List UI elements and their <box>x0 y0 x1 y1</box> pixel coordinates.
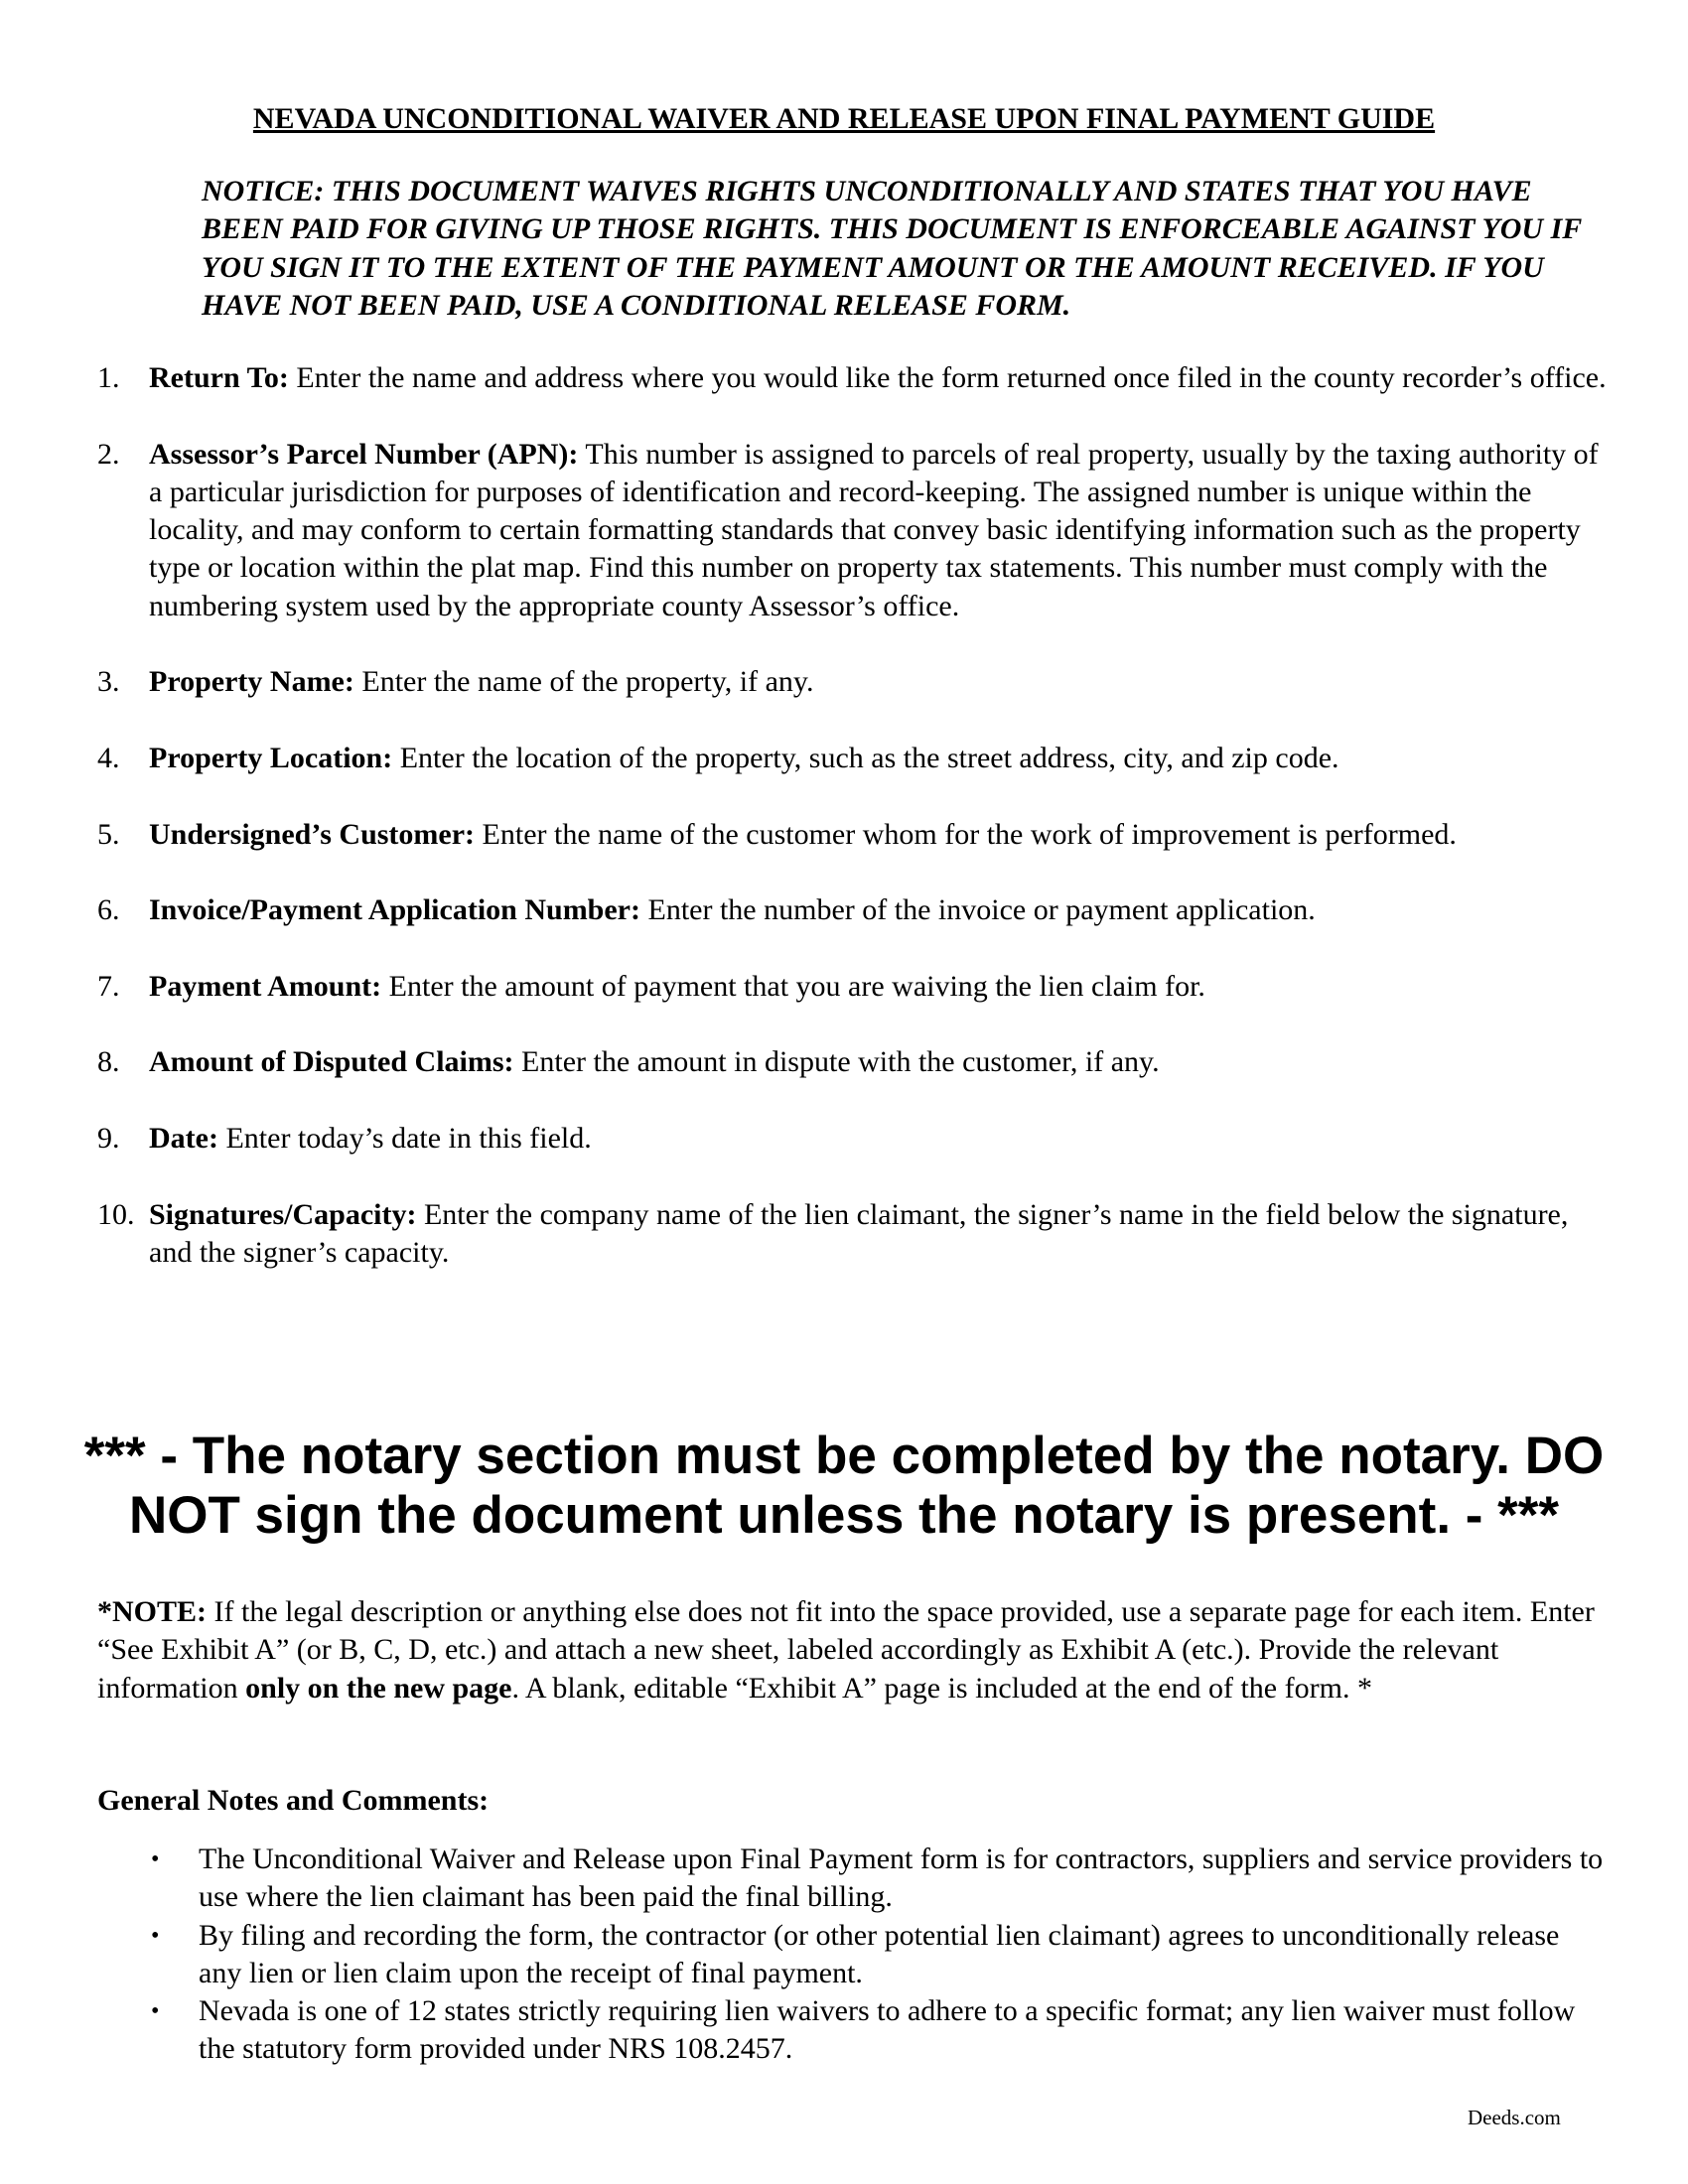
instruction-item <box>97 891 1607 929</box>
note-text: . A blank, editable “Exhibit A” page is included at the end of the form. * <box>511 1671 1372 1705</box>
item-text: Enter the name of the property, if any. <box>353 665 814 699</box>
general-note-text: The Unconditional Waiver and Release upon Final Payment form is for contractors, suppliers and service providers to use where the lien claimant has been paid the final billing. <box>199 1843 1604 1914</box>
item-label: Signatures/Capacity: <box>149 1197 417 1231</box>
general-note-item <box>149 1992 1609 2069</box>
instruction-item <box>97 1196 1607 1273</box>
item-number: 6. <box>97 893 120 927</box>
bullet-icon: • <box>151 1998 160 2025</box>
general-note-item <box>149 1841 1609 1917</box>
instruction-list <box>97 359 1607 1309</box>
item-text: This number is assigned to parcels of real property, usually by the taxing authority of a particular jurisdiction for purposes of identification and record-keeping. The assigned number is unique within the locality, and may conform to certain formatting standards that convey basic identifying information such as the property type or location within the plat map. Find this number on property tax statements. This number must comply with the numbering system used by the appropriate county Assessor’s office. <box>149 437 1599 622</box>
item-number: 1. <box>97 361 120 394</box>
item-label: Return To: <box>149 361 289 394</box>
instruction-item <box>97 436 1607 625</box>
general-notes-heading: General Notes and Comments: <box>97 1784 490 1817</box>
item-text: Enter the amount of payment that you are waiving the lien claim for. <box>381 969 1205 1003</box>
item-number: 4. <box>97 741 120 774</box>
instruction-item <box>97 740 1607 777</box>
bullet-icon: • <box>151 1922 160 1949</box>
item-text: Enter the number of the invoice or payment application. <box>640 893 1316 927</box>
notary-warning-line: NOT sign the document unless the notary is present. - *** <box>128 1486 1560 1545</box>
item-label: Payment Amount: <box>149 969 382 1003</box>
footer-watermark: Deeds.com <box>1468 2106 1561 2129</box>
note-text: If the legal description or anything else does not fit into the space provided, use a separate page for each item. Enter “See Exhibit A” (or B, C, D, etc.) and attach a new sheet, labeled accordingly as Exhibit A (etc.). Provide the relevant information <box>97 1595 1595 1705</box>
item-text: Enter the name of the customer whom for the work of improvement is performed. <box>475 817 1457 851</box>
item-label: Date: <box>149 1121 218 1155</box>
note-label: *NOTE: <box>97 1595 208 1628</box>
item-number: 5. <box>97 817 120 851</box>
note-emphasis: only on the new page <box>245 1671 512 1705</box>
item-number: 10. <box>97 1197 135 1231</box>
instruction-item <box>97 1043 1607 1081</box>
instruction-item <box>97 816 1607 854</box>
item-label: Amount of Disputed Claims: <box>149 1045 514 1079</box>
bullet-icon: • <box>151 1846 160 1872</box>
item-text: Enter the amount in dispute with the customer, if any. <box>513 1045 1160 1079</box>
general-note-item <box>149 1917 1609 1993</box>
notary-warning <box>0 1427 1688 1546</box>
instruction-item <box>97 663 1607 701</box>
page-title: NEVADA UNCONDITIONAL WAIVER AND RELEASE UPON FINAL PAYMENT GUIDE <box>252 102 1436 135</box>
item-label: Assessor’s Parcel Number (APN): <box>149 437 579 471</box>
exhibit-note <box>97 1593 1607 1707</box>
item-label: Invoice/Payment Application Number: <box>149 893 640 927</box>
general-note-text: By filing and recording the form, the contractor (or other potential lien claimant) agrees to unconditionally release any lien or lien claim upon the receipt of final payment. <box>199 1918 1560 1989</box>
instruction-item <box>97 968 1607 1006</box>
item-number: 2. <box>97 437 120 471</box>
item-number: 7. <box>97 969 120 1003</box>
notary-warning-line: *** - The notary section must be completed by the notary. DO <box>83 1427 1605 1485</box>
item-label: Undersigned’s Customer: <box>149 817 476 851</box>
item-label: Property Location: <box>149 741 393 774</box>
item-number: 9. <box>97 1121 120 1155</box>
general-notes-list <box>149 1841 1609 2069</box>
item-number: 3. <box>97 665 120 699</box>
item-text: Enter the location of the property, such as the street address, city, and zip code. <box>392 741 1339 774</box>
notice-paragraph: NOTICE: THIS DOCUMENT WAIVES RIGHTS UNCONDITIONALLY AND STATES THAT YOU HAVE BEEN PAID FOR GIVING UP THOSE RIGHTS. THIS DOCUMENT IS ENFORCEABLE AGAINST YOU IF YOU SIGN IT TO THE EXTENT OF THE PAYMENT AMOUNT OR THE AMOUNT RECEIVED. IF YOU HAVE NOT BEEN PAID, USE A CONDITIONAL RELEASE FORM. <box>202 175 1582 322</box>
general-note-text: Nevada is one of 12 states strictly requiring lien waivers to adhere to a specific format; any lien waiver must follow the statutory form provided under NRS 108.2457. <box>199 1994 1576 2066</box>
item-text: Enter the name and address where you would like the form returned once filed in the county recorder’s office. <box>288 361 1607 394</box>
item-label: Property Name: <box>149 665 354 699</box>
item-number: 8. <box>97 1045 120 1079</box>
item-text: Enter the company name of the lien claimant, the signer’s name in the field below the signature, and the signer’s capacity. <box>149 1197 1569 1269</box>
instruction-item <box>97 1120 1607 1158</box>
item-text: Enter today’s date in this field. <box>217 1121 592 1155</box>
instruction-item <box>97 359 1607 397</box>
